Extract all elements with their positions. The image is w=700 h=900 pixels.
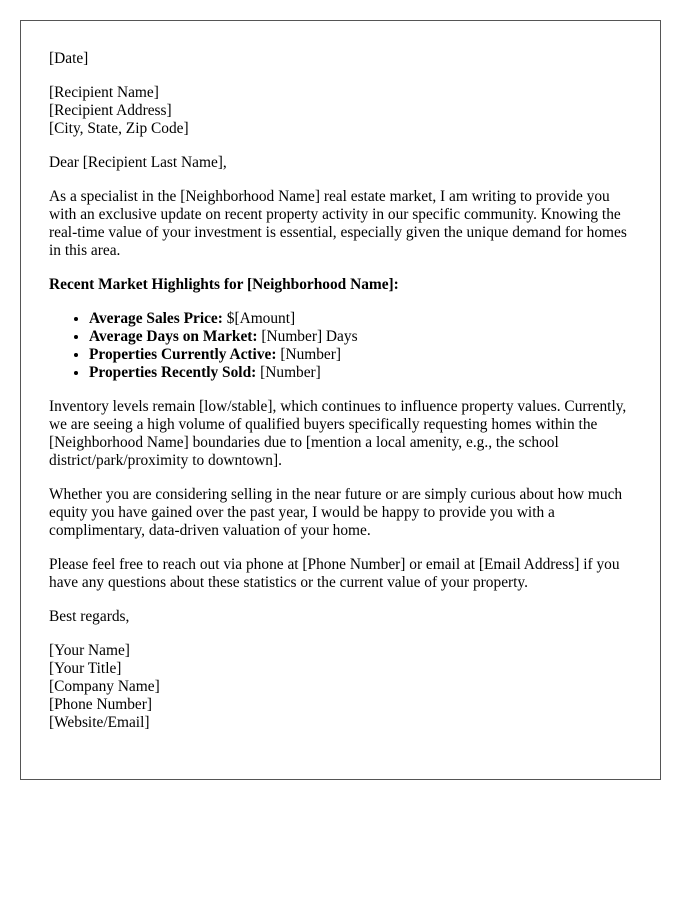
recipient-name: [Recipient Name] [49,84,159,101]
highlight-label: Properties Currently Active: [89,346,277,363]
closing: Best regards, [49,608,130,625]
highlight-label: Average Sales Price: [89,310,223,327]
highlight-value: [Number] [276,346,342,363]
highlights-heading: Recent Market Highlights for [Neighborhood Name]: [49,276,399,293]
inventory-paragraph: Inventory levels remain [low/stable], which continues to influence property values. Currently, we are seeing a high volume of qualified buyers specifically requesting homes within the [Neighborhood Name] boundaries due to [mention a local amenity, e.g., the school district/park/proximity to downtown]. [49,398,627,469]
signature-title: [Your Title] [49,660,122,677]
highlight-value: [Number] Days [257,328,358,345]
letter-page [20,20,661,780]
list-item [89,346,632,364]
signature-block [49,642,632,732]
intro-paragraph: As a specialist in the [Neighborhood Name] real estate market, I am writing to provide you with an exclusive update on recent property activity in our specific community. Knowing the real-time value of your investment is essential, especially given the unique demand for homes in this area. [49,188,627,259]
highlight-value: [Number] [256,364,321,381]
letter-date: [Date] [49,50,89,67]
highlight-value: $[Amount] [222,310,296,327]
signature-name: [Your Name] [49,642,130,659]
recipient-city-state-zip: [City, State, Zip Code] [49,120,189,137]
signature-web: [Website/Email] [49,714,150,731]
signature-company: [Company Name] [49,678,160,695]
contact-paragraph: Please feel free to reach out via phone at [Phone Number] or email at [Email Address] if you have any questions about these statistics or the current value of your property. [49,556,620,591]
list-item [89,310,632,328]
highlight-label: Average Days on Market: [89,328,258,345]
recipient-address: [Recipient Address] [49,102,172,119]
list-item [89,328,632,346]
highlight-label: Properties Recently Sold: [89,364,257,381]
signature-phone: [Phone Number] [49,696,153,713]
recipient-block [49,84,632,138]
salutation: Dear [Recipient Last Name], [49,154,227,171]
list-item [89,364,632,382]
offer-paragraph: Whether you are considering selling in the near future or are simply curious about how much equity you have gained over the past year, I would be happy to provide you with a complimentary, data-driven valuation of your home. [49,486,623,539]
highlights-list [49,310,632,382]
